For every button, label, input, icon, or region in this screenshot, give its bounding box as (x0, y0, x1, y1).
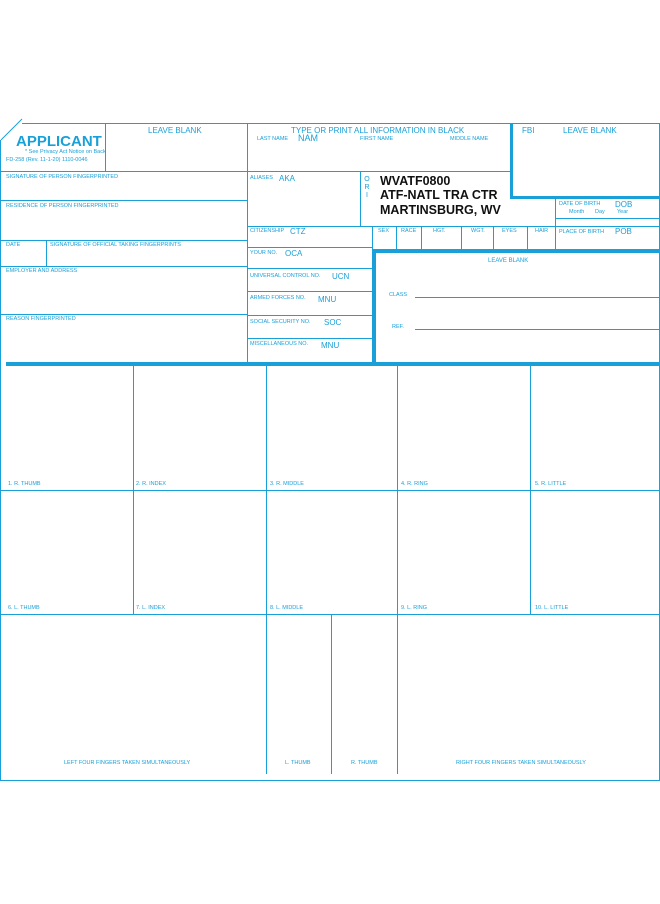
eyes-label: EYES (502, 228, 517, 234)
dob-left (555, 199, 556, 250)
finger-label-10: 10. L. LITTLE (535, 605, 569, 611)
fbi-bottom (510, 196, 660, 199)
left-border (0, 140, 1, 780)
class-label: CLASS (389, 292, 408, 298)
your-no-label: YOUR NO. (250, 250, 278, 256)
last-name-label: LAST NAME (257, 136, 289, 142)
residence-label: RESIDENCE OF PERSON FINGERPRINTED (6, 203, 119, 209)
dob-label: DATE OF BIRTH (559, 201, 601, 207)
race-div (396, 226, 397, 250)
finger-label-1: 1. R. THUMB (8, 481, 41, 487)
employer-label: EMPLOYER AND ADDRESS (6, 268, 78, 274)
official-signature-label: SIGNATURE OF OFFICIAL TAKING FINGERPRINTS (50, 242, 181, 248)
top-border (22, 123, 660, 124)
mid-line-5 (247, 315, 373, 316)
ori-line-1: WVATF0800 (380, 174, 451, 188)
hgt-label: HGT. (433, 228, 446, 234)
date-label: DATE (6, 242, 21, 248)
leave-blank-left (372, 249, 376, 363)
armed-forces-value[interactable]: MNU (318, 295, 337, 304)
hair-label: HAIR (535, 228, 549, 234)
leave-blank-top (372, 249, 660, 253)
hgt-div (421, 226, 422, 250)
ssn-label: SOCIAL SECURITY NO. (250, 319, 311, 325)
day-label: Day (595, 209, 605, 215)
class-line (415, 297, 659, 298)
leave-blank-left: LEAVE BLANK (148, 126, 202, 135)
middle-name-label: MIDDLE NAME (450, 136, 489, 142)
l-thumb-label: L. THUMB (285, 760, 311, 766)
r-thumb-label: R. THUMB (351, 760, 378, 766)
citizenship-label: CITIZENSHIP (250, 228, 285, 234)
grid-v3 (397, 366, 398, 774)
ref-line (415, 329, 659, 330)
privacy-note: * See Privacy Act Notice on Back (25, 149, 106, 155)
leave-blank-lower: LEAVE BLANK (488, 258, 529, 264)
ucn-label: UNIVERSAL CONTROL NO. (250, 273, 321, 279)
aliases-label: ALIASES (250, 175, 273, 181)
grid-h2 (0, 614, 660, 615)
armed-forces-label: ARMED FORCES NO. (250, 295, 306, 301)
grid-v2 (266, 366, 267, 774)
fbi-label: FBI (522, 126, 535, 135)
date-divider (46, 240, 47, 266)
fbi-divider (510, 123, 513, 198)
eyes-div (493, 226, 494, 250)
form-title: APPLICANT (16, 133, 102, 150)
row-line-2 (0, 200, 247, 201)
citizenship-value[interactable]: CTZ (290, 227, 306, 236)
right-four-label: RIGHT FOUR FINGERS TAKEN SIMULTANEOUSLY (456, 760, 586, 766)
sex-label: SEX (378, 228, 390, 234)
finger-label-9: 9. L. RING (401, 605, 427, 611)
row-line-1 (0, 171, 510, 172)
wgt-label: WGT. (471, 228, 485, 234)
your-no-value[interactable]: OCA (285, 249, 303, 258)
finger-label-4: 4. R. RING (401, 481, 428, 487)
ori-letter-o: O (364, 176, 370, 183)
ori-letter-i: I (366, 192, 368, 199)
print-instruction: TYPE OR PRINT ALL INFORMATION IN BLACK (291, 126, 465, 135)
mid-line-3 (247, 268, 373, 269)
row-line-3 (0, 240, 247, 241)
last-name-value[interactable]: NAM (298, 133, 318, 143)
year-label: Year (617, 209, 629, 215)
ori-letter-r: R (364, 184, 370, 191)
ref-label: REF. (392, 324, 404, 330)
ori-line-2: ATF-NATL TRA CTR (380, 188, 498, 202)
applicant-divider (105, 123, 106, 171)
ori-line-3: MARTINSBURG, WV (380, 203, 501, 217)
finger-label-8: 8. L. MIDDLE (270, 605, 304, 611)
finger-label-7: 7. L. INDEX (136, 605, 166, 611)
left-col-divider (247, 123, 248, 363)
mid-line-4 (247, 291, 373, 292)
misc-label: MISCELLANEOUS NO. (250, 341, 309, 347)
ori-left (360, 171, 361, 226)
misc-value[interactable]: MNU (321, 341, 340, 350)
finger-label-2: 2. R. INDEX (136, 481, 166, 487)
hair-div (527, 226, 528, 250)
finger-label-6: 6. L. THUMB (8, 605, 40, 611)
grid-v5 (331, 614, 332, 774)
reason-label: REASON FINGERPRINTED (6, 316, 76, 322)
finger-label-5: 5. R. LITTLE (535, 481, 567, 487)
signature-label: SIGNATURE OF PERSON FINGERPRINTED (6, 174, 119, 180)
race-label: RACE (401, 228, 417, 234)
row-line-4 (0, 266, 247, 267)
wgt-div (461, 226, 462, 250)
thick-separator (6, 362, 660, 366)
mid-line-2 (247, 247, 373, 248)
form-number: FD-258 (Rev. 11-1-20) 1110-0046 (6, 157, 88, 163)
bottom-border (0, 780, 660, 781)
ucn-value[interactable]: UCN (332, 272, 350, 281)
ssn-value[interactable]: SOC (324, 318, 342, 327)
month-label: Month (569, 209, 585, 215)
aliases-value[interactable]: AKA (279, 174, 296, 183)
left-four-label: LEFT FOUR FINGERS TAKEN SIMULTANEOUSLY (64, 760, 191, 766)
mid-line-6 (247, 338, 373, 339)
grid-h1 (0, 490, 660, 491)
dob-value[interactable]: DOB (615, 200, 633, 209)
leave-blank-right: LEAVE BLANK (563, 126, 617, 135)
row-line-5 (0, 314, 247, 315)
pob-label: PLACE OF BIRTH (559, 229, 605, 235)
dob-bottom (555, 218, 659, 219)
finger-label-3: 3. R. MIDDLE (270, 481, 304, 487)
pob-value[interactable]: POB (615, 227, 632, 236)
first-name-label: FIRST NAME (360, 136, 394, 142)
